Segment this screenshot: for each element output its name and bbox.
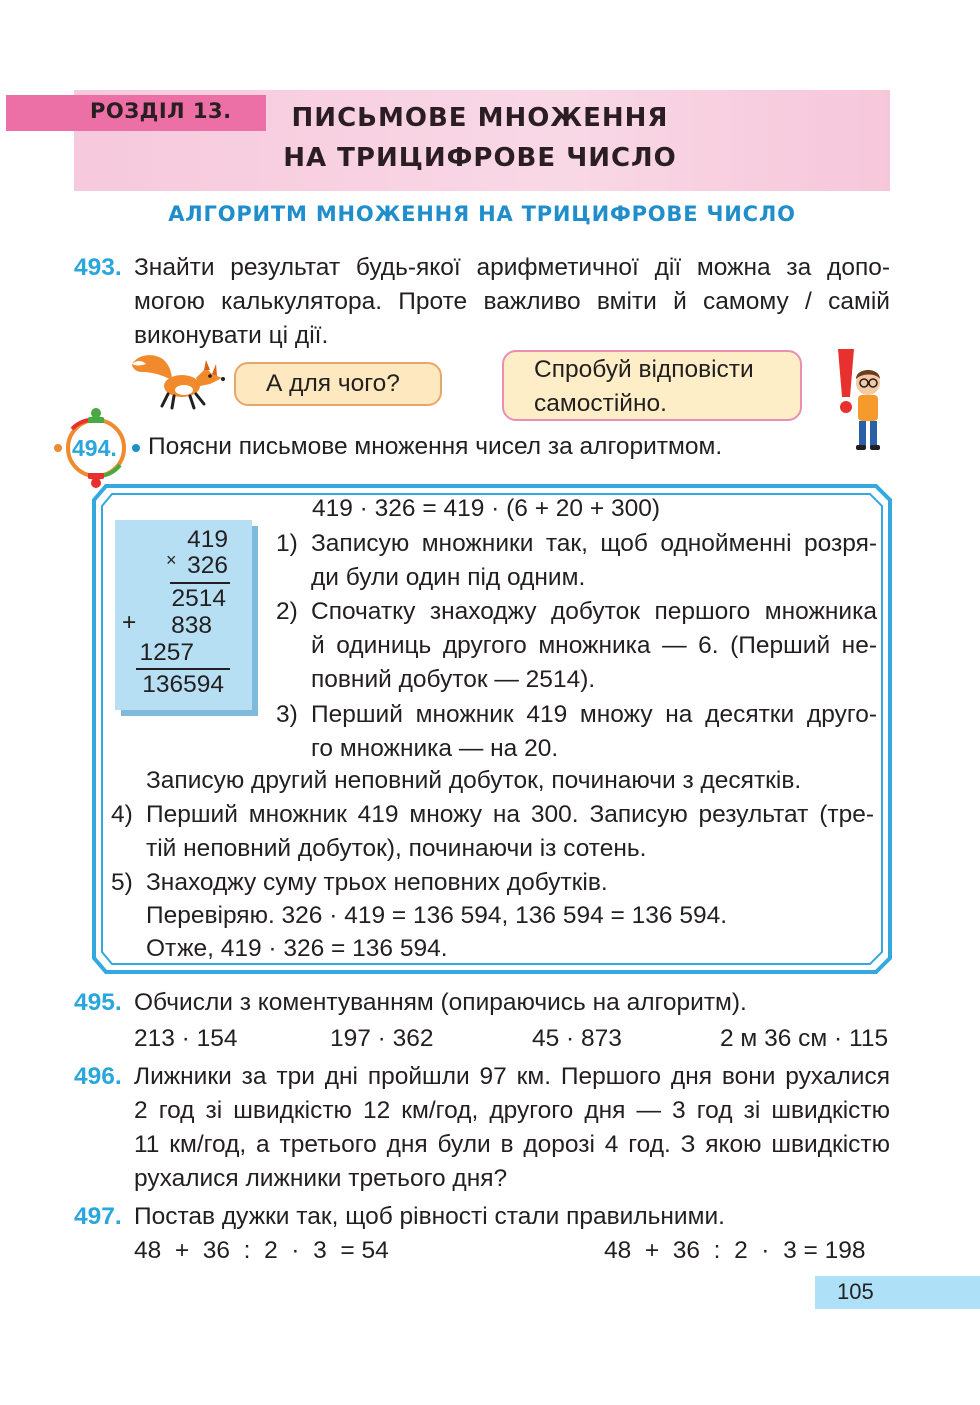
exercise-495-item: 2 м 36 см · 115 [720,1025,889,1052]
section-label: РОЗДІЛ 13. [90,99,232,123]
exercise-493-line2: могою калькулятора. Проте важливо вміти й самому / самій [134,288,890,315]
column-line-2 [136,668,230,670]
step-4-line-a: Перший множник 419 множу на 300. Записую результат (тре- [146,801,874,828]
step-1-number: 1) [276,530,298,557]
page-number-tab [815,1276,980,1309]
exercise-497-equation-2: 48 + 36 : 2 · 3 = 198 [604,1237,866,1264]
exercise-494-number: 494. [72,435,117,461]
step-2-line-b: й одиниць другого множника — 6. (Перший не- [311,632,877,659]
step-1-line-b: ди були один під одним. [311,564,586,591]
exercise-493-line3: виконувати ці дії. [134,322,329,349]
section-subtitle: АЛГОРИТМ МНОЖЕННЯ НА ТРИЦИФРОВЕ ЧИСЛО [168,202,796,226]
step-2-line-c: повний добуток — 2514). [311,666,596,693]
column-result: 136594 [142,671,224,698]
column-partial-1: 2514 [171,585,226,612]
page-number: 105 [837,1279,874,1304]
step-1-line-a: Записую множники так, щоб однойменні розря- [311,530,877,557]
exercise-496-line2: 2 год зі швидкістю 12 км/год, другого дня — 3 год зі швидкістю [134,1097,890,1124]
step-5-number: 5) [111,869,133,896]
boy-speech-line2: самостійно. [534,390,667,417]
algorithm-formula: 419 · 326 = 419 · (6 + 20 + 300) [312,495,661,522]
exercise-496-line1: Лижники за три дні пройшли 97 км. Першого дня вони рухалися [134,1063,890,1090]
exercise-494-instruction: Поясни письмове множення чисел за алгоритмом. [148,433,723,460]
exercise-497-text: Постав дужки так, щоб рівності стали правильними. [134,1203,725,1230]
conclusion-line: Отже, 419 · 326 = 136 594. [146,935,448,962]
column-multiplicand: 419 [187,526,228,553]
step-2-number: 2) [276,598,298,625]
exercise-496-number: 496. [74,1063,122,1090]
exercise-495-item: 213 · 154 [134,1025,238,1052]
step-4-line-b: тій неповний добуток), починаючи із сотень. [146,835,647,862]
step-2-line-a: Спочатку знаходжу добуток першого множника [311,598,877,625]
exercise-495-text: Обчисли з коментуванням (опираючись на алгоритм). [134,989,747,1016]
section-tag [6,95,266,131]
chapter-title-line2: НА ТРИЦИФРОВЕ ЧИСЛО [283,143,677,173]
exercise-493-number: 493. [74,254,122,281]
exercise-496-line4: рухалися лижники третього дня? [134,1165,508,1192]
column-partial-3: 1257 [139,639,194,666]
exercise-493-line1: Знайти результат будь-якої арифметичної дії можна за допо- [134,254,890,281]
fox-speech-bubble [234,362,442,406]
column-line-1 [170,582,230,584]
chapter-title-line1: ПИСЬМОВЕ МНОЖЕННЯ [291,103,669,133]
exercise-497-number: 497. [74,1203,122,1230]
exercise-496-line3: 11 км/год, а третього дня були в дорозі 4 год. З якою швидкістю [134,1131,890,1158]
step-5-line-a: Знаходжу суму трьох неповних добутків. [146,869,608,896]
exercise-497-equation-1: 48 + 36 : 2 · 3 = 54 [134,1237,389,1264]
fox-illustration [128,350,228,412]
step-3-line-b: го множника — на 20. [311,735,559,762]
boy-speech-line1: Спробуй відповісти [534,356,754,383]
step-4-number: 4) [111,801,133,828]
step-3-number: 3) [276,701,298,728]
column-plus-sign: + [122,609,137,636]
exercise-495-item: 45 · 873 [532,1025,622,1052]
column-multiplier: 326 [187,552,228,579]
column-partial-2: 838 [171,612,212,639]
exercise-495-number: 495. [74,989,122,1016]
chapter-title [260,98,700,178]
step-3-line-a: Перший множник 419 множу на десятки друго- [311,701,877,728]
column-times-sign: × [166,550,177,570]
boy-speech-bubble [502,350,802,421]
boy-with-exclamation-illustration [832,345,892,453]
step-3-line-c: Записую другий неповний добуток, починаючи з десятків. [146,767,802,794]
fox-speech-text: А для чого? [266,370,400,397]
exercise-495-item: 197 · 362 [330,1025,434,1052]
check-line: Перевіряю. 326 · 419 = 136 594, 136 594 = 136 594. [146,902,728,929]
